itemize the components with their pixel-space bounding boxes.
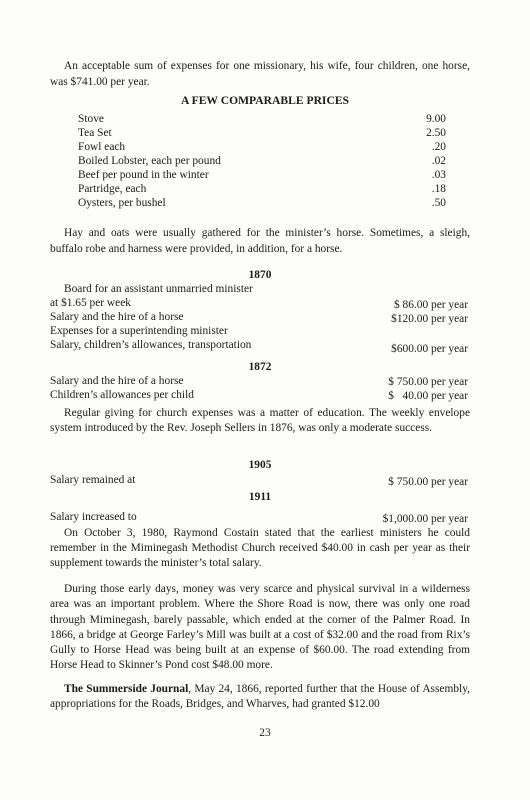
price-item: Boiled Lobster, each per pound xyxy=(78,155,221,167)
line-1870-board: Board for an assistant unmarried minister xyxy=(64,283,253,295)
price-value: .03 xyxy=(431,169,446,181)
price-row xyxy=(78,168,446,182)
line-1870-allowances: Salary, children’s allowances, transportation xyxy=(50,339,252,351)
year-heading-1870: 1870 xyxy=(248,269,272,281)
amount-1870-salary: $120.00 per year xyxy=(391,313,468,325)
price-row xyxy=(78,112,446,126)
paragraph-early-days: During those early days, money was very scarce and physical survival in a wilderness area was an important problem. Where the Shore Road is now, there was only one road through Miminegash, barely passable, which ended at the corner of the Palmer Road. In 1866, a bridge at George Farley’s Mill was built at a cost of $32.00 and the road from Rix’s Gully to Horse Head was being built at an expense of $60.00. The road extending from Horse Head to Skinner’s Pond cost $48.00 more. xyxy=(50,583,470,672)
price-value: 2.50 xyxy=(426,127,446,139)
price-value: .02 xyxy=(431,155,446,167)
price-row xyxy=(78,154,446,168)
line-1911-salary: Salary increased to xyxy=(50,511,137,523)
line-1872-children: Children’s allowances per child xyxy=(50,389,194,401)
line-1870-salary: Salary and the hire of a horse xyxy=(50,311,184,323)
paragraph-hay-oats: Hay and oats were usually gathered for the minister’s horse. Sometimes, a sleigh, buffalo robe and harness were provided, in addition, for a horse. xyxy=(50,227,470,255)
line-1870-expenses: Expenses for a superintending minister xyxy=(50,325,228,337)
amount-1870-week: $ 86.00 per year xyxy=(393,299,468,311)
price-item: Beef per pound in the winter xyxy=(78,169,209,181)
amount-1911-salary: $1,000.00 per year xyxy=(382,513,468,525)
newspaper-title: The Summerside Journal xyxy=(64,683,189,695)
line-1905-salary: Salary remained at xyxy=(50,474,136,486)
paragraph-expenses: An acceptable sum of expenses for one missionary, his wife, four children, one horse, was $741.00 per year. xyxy=(50,60,470,88)
year-heading-1911: 1911 xyxy=(248,491,272,503)
price-list xyxy=(78,112,446,210)
price-item: Tea Set xyxy=(78,127,112,139)
prices-heading: A FEW COMPARABLE PRICES xyxy=(180,94,350,107)
price-row xyxy=(78,140,446,154)
price-item: Fowl each xyxy=(78,141,126,153)
price-row xyxy=(78,126,446,140)
paragraph-summerside-journal xyxy=(50,682,470,712)
price-item: Oysters, per bushel xyxy=(78,197,166,209)
price-item: Partridge, each xyxy=(78,183,147,195)
price-row xyxy=(78,196,446,210)
price-value: .18 xyxy=(431,183,446,195)
page-number: 23 xyxy=(259,727,271,739)
paragraph-costain: On October 3, 1980, Raymond Costain stated that the earliest ministers he could remember in the Miminegash Methodist Church received $40.00 in cash per year as their supplement towards the minister’s total salary. xyxy=(50,527,470,569)
amount-1872-salary: $ 750.00 per year xyxy=(388,376,468,388)
price-item: Stove xyxy=(78,113,104,125)
paragraph-regular-giving: Regular giving for church expenses was a matter of education. The weekly envelope system introduced by the Rev. Joseph Sellers in 1876, was only a moderate success. xyxy=(50,407,470,434)
price-row xyxy=(78,182,446,196)
price-value: 9.00 xyxy=(426,113,446,125)
year-heading-1872: 1872 xyxy=(248,361,272,373)
price-value: .20 xyxy=(431,141,446,153)
amount-1870-allowances: $600.00 per year xyxy=(391,343,468,355)
year-heading-1905: 1905 xyxy=(248,459,272,471)
price-value: .50 xyxy=(431,197,446,209)
amount-1872-children: $ 40.00 per year xyxy=(388,390,468,402)
line-1870-week: at $1.65 per week xyxy=(50,297,131,309)
line-1872-salary: Salary and the hire of a horse xyxy=(50,375,184,387)
paragraph-summerside-rest: , May 24, 1866, reported further that the House of Assembly, appropriations for the Roads, Bridges, and Wharves, had granted $12.00 xyxy=(50,683,471,710)
amount-1905-salary: $ 750.00 per year xyxy=(388,476,468,488)
